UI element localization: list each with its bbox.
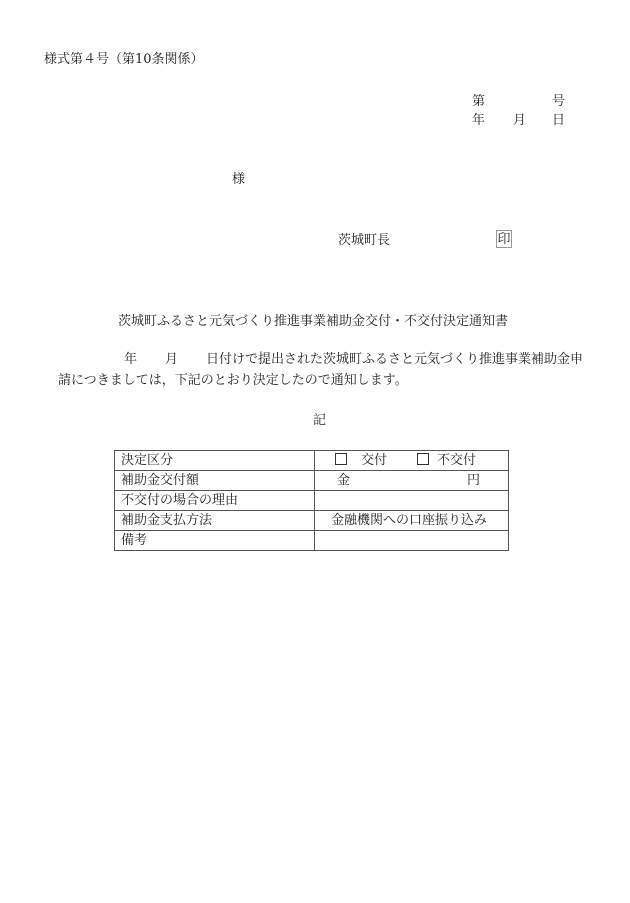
date-day: 日: [552, 113, 566, 128]
checkbox-grant[interactable]: [335, 453, 347, 465]
amount-prefix: 金: [337, 473, 351, 488]
seal-icon: 印: [497, 232, 511, 247]
body-line1-rest: 日付けで提出された茨城町ふるさと元気づくり推進事業補助金申: [206, 352, 584, 367]
ki-heading: 記: [313, 413, 327, 428]
body-year: 年: [124, 352, 138, 367]
row-label: 補助金支払方法: [115, 511, 315, 531]
date-month: 月: [513, 113, 527, 128]
row-value: 金融機関への口座振り込み: [315, 511, 509, 531]
amount-suffix: 円: [466, 473, 480, 488]
option-grant-label: 交付: [361, 453, 388, 468]
row-label: 決定区分: [115, 451, 315, 471]
table-row: [115, 491, 509, 511]
decision-options: [315, 451, 509, 471]
row-label: 補助金交付額: [115, 471, 315, 491]
body-line-2: 請につきましては，下記のとおり決定したので通知します。: [58, 373, 408, 388]
decision-table: [114, 450, 509, 551]
document-title: 茨城町ふるさと元気づくり推進事業補助金交付・不交付決定通知書: [118, 314, 509, 329]
body-line-1: [124, 352, 583, 368]
table-row: [115, 531, 509, 551]
body-month: 月: [165, 352, 179, 367]
form-number: 様式第４号（第10条関係）: [44, 52, 204, 67]
row-value: [315, 531, 509, 551]
table-row: [115, 471, 509, 491]
sender-title: 茨城町長: [338, 233, 391, 248]
row-value: [315, 491, 509, 511]
option-no-grant-label: 不交付: [437, 453, 477, 468]
doc-number-prefix: 第: [472, 94, 486, 109]
row-label: 不交付の場合の理由: [115, 491, 315, 511]
table-row: [115, 511, 509, 531]
date-year: 年: [472, 113, 486, 128]
doc-number-suffix: 号: [552, 94, 566, 109]
amount-cell: [315, 471, 509, 491]
row-label: 備考: [115, 531, 315, 551]
checkbox-no-grant[interactable]: [417, 453, 429, 465]
addressee-honorific: 様: [232, 172, 246, 187]
table-row: [115, 451, 509, 471]
